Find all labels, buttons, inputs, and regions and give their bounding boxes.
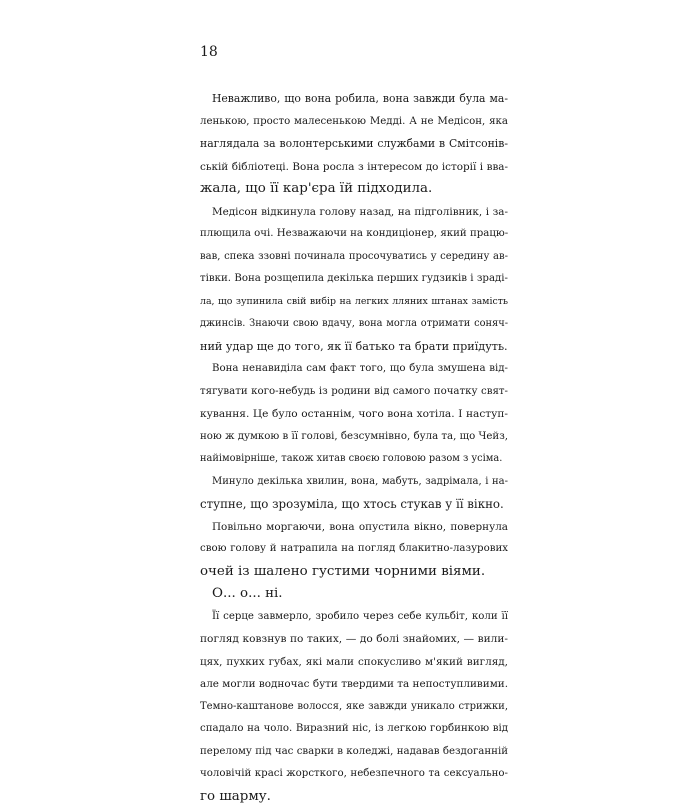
text-line: вав, спека ззовні починала просочуватись у середину ав- <box>200 246 508 269</box>
text-line: Неважливо, що вона робила, вона завжди була ма- <box>200 88 508 111</box>
text-line: ною ж думкою в її голові, безсумнівно, була та, що Чейз, <box>200 426 508 449</box>
text-line: Темно-каштанове волосся, яке завжди уникало стрижки, <box>200 696 508 719</box>
text-line: ступне, що зрозуміла, що хтось стукав у її вікно. <box>200 493 508 516</box>
text-line: тівки. Вона розщепила декілька перших гудзиків і зраді- <box>200 268 508 291</box>
text-line: О... о... ні. <box>200 583 508 606</box>
text-line: свою голову й натрапила на погляд блакитно-лазурових <box>200 538 508 561</box>
text-line: Повільно моргаючи, вона опустила вікно, повернула <box>200 516 508 539</box>
text-line: але могли водночас бути твердими та непоступливими. <box>200 673 508 696</box>
text-line: перелому під час сварки в коледжі, надавав бездоганній <box>200 741 508 764</box>
text-line: Минуло декілька хвилин, вона, мабуть, задрімала, і на- <box>200 471 508 494</box>
text-line: спадало на чоло. Виразний ніс, із легкою горбинкою від <box>200 718 508 741</box>
page-number: 18 <box>200 43 218 61</box>
text-line: Медісон відкинула голову назад, на підголівник, і за- <box>200 201 508 224</box>
text-line: жала, що її кар'єра їй підходила. <box>200 178 508 201</box>
text-line: ний удар ще до того, як її батько та брати приїдуть. <box>200 336 508 359</box>
text-line: ській бібліотеці. Вона росла з інтересом до історії і вва- <box>200 156 508 179</box>
text-line: найімовірніше, також хитав своєю головою разом з усіма. <box>200 448 508 471</box>
text-line: наглядала за волонтерськими службами в Смітсонів- <box>200 133 508 156</box>
text-line: плющила очі. Незважаючи на кондиціонер, який працю- <box>200 223 508 246</box>
text-line: Її серце завмерло, зробило через себе кульбіт, коли її <box>200 606 508 629</box>
text-line: го шарму. <box>200 786 508 808</box>
text-line: ленькою, просто малесенькою Медді. А не Медісон, яка <box>200 111 508 134</box>
text-line: чоловічій красі жорсткого, небезпечного та сексуально- <box>200 763 508 786</box>
text-line: тягувати кого-небудь із родини від самого початку свят- <box>200 381 508 404</box>
text-line: джинсів. Знаючи свою вдачу, вона могла отримати соняч- <box>200 313 508 336</box>
text-line: очей із шалено густими чорними віями. <box>200 561 508 584</box>
text-line: погляд ковзнув по таких, — до болі знайомих, — вили- <box>200 628 508 651</box>
text-line: Вона ненавиділа сам факт того, що була змушена від- <box>200 358 508 381</box>
text-line: ла, що зупинила свій вибір на легких лляних штанах замість <box>200 291 508 314</box>
text-line: цях, пухких губах, які мали спокусливо м'який вигляд, <box>200 651 508 674</box>
body-text <box>200 88 508 808</box>
text-line: кування. Це було останнім, чого вона хотіла. І наступ- <box>200 403 508 426</box>
